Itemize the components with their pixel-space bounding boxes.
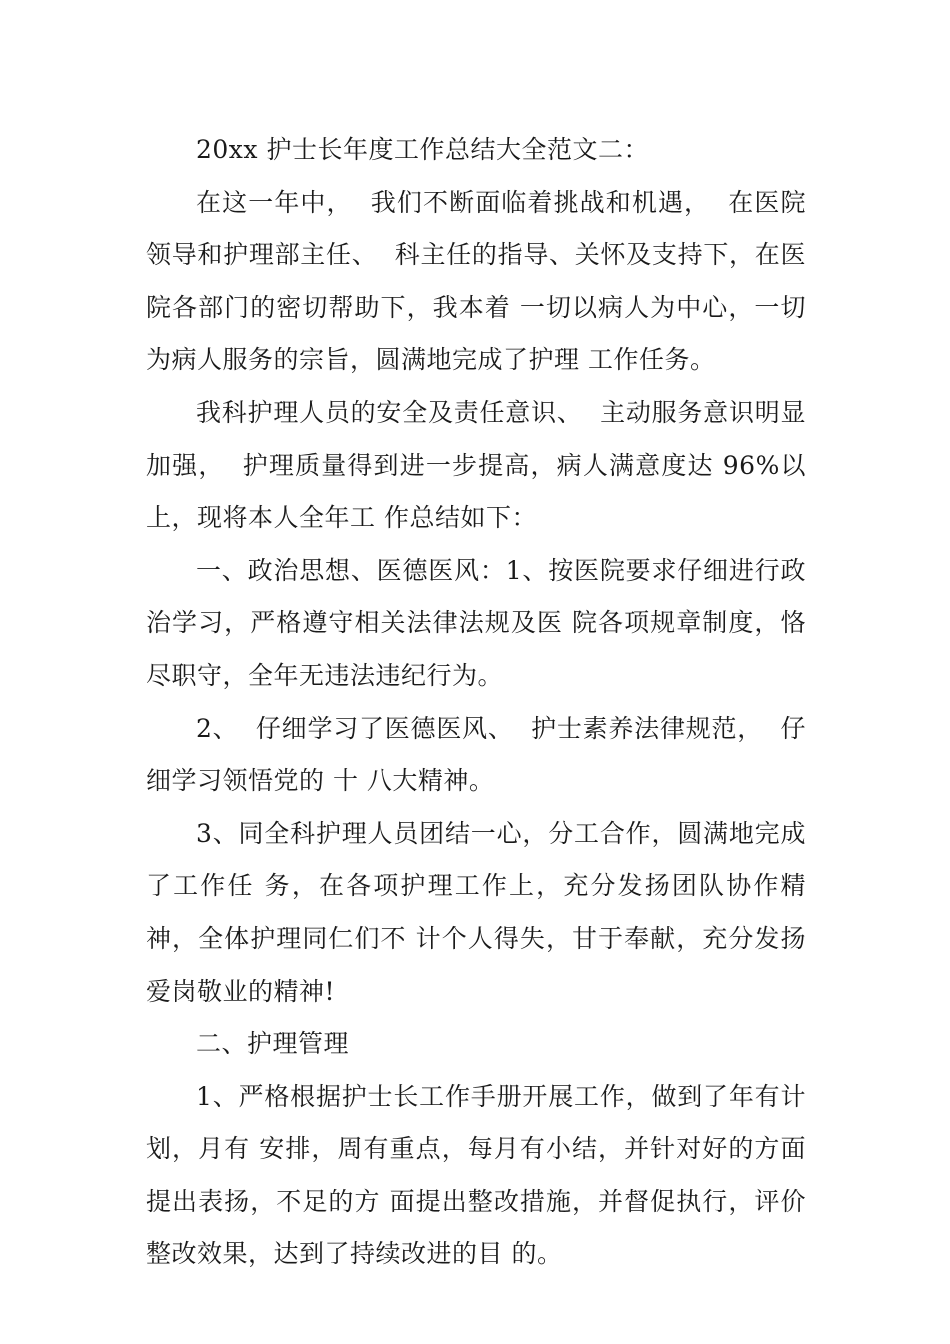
body-paragraph: 在这一年中， 我们不断面临着挑战和机遇， 在医院领导和护理部主任、 科主任的指导、关怀及支持下，在医院各部门的密切帮助下，我本着 一切以病人为中心，一切为病人服务的宗旨，圆满地完成了护理 工作任务。 xyxy=(146,187,806,375)
body-paragraph: 3、同全科护理人员团结一心，分工合作，圆满地完成了工作任 务，在各项护理工作上，充分发扬团队协作精神，全体护理同仁们不 计个人得失，甘于奉献，充分发扬爱岗敬业的精神! xyxy=(146,818,806,1006)
body-paragraph: 一、政治思想、医德医风：1、按医院要求仔细进行政治学习，严格遵守相关法律法规及医 院各项规章制度，恪尽职守，全年无违法违纪行为。 xyxy=(146,555,806,690)
section-heading: 20xx 护士长年度工作总结大全范文二： xyxy=(196,135,649,164)
body-paragraph: 1、严格根据护士长工作手册开展工作，做到了年有计划，月有 安排，周有重点，每月有小结，并针对好的方面提出表扬，不足的方 面提出整改措施，并督促执行，评价整改效果，达到了持续改进的目 的。 xyxy=(146,1081,806,1269)
section-heading: 二、护理管理 xyxy=(196,1029,350,1059)
body-paragraph: 我科护理人员的安全及责任意识、 主动服务意识明显加强， 护理质量得到进一步提高，病人满意度达 96%以上，现将本人全年工 作总结如下： xyxy=(146,397,806,533)
body-paragraph: 2、 仔细学习了医德医风、 护士素养法律规范， 仔细学习领悟党的 十 八大精神。 xyxy=(146,713,806,796)
document-body xyxy=(146,124,806,1281)
